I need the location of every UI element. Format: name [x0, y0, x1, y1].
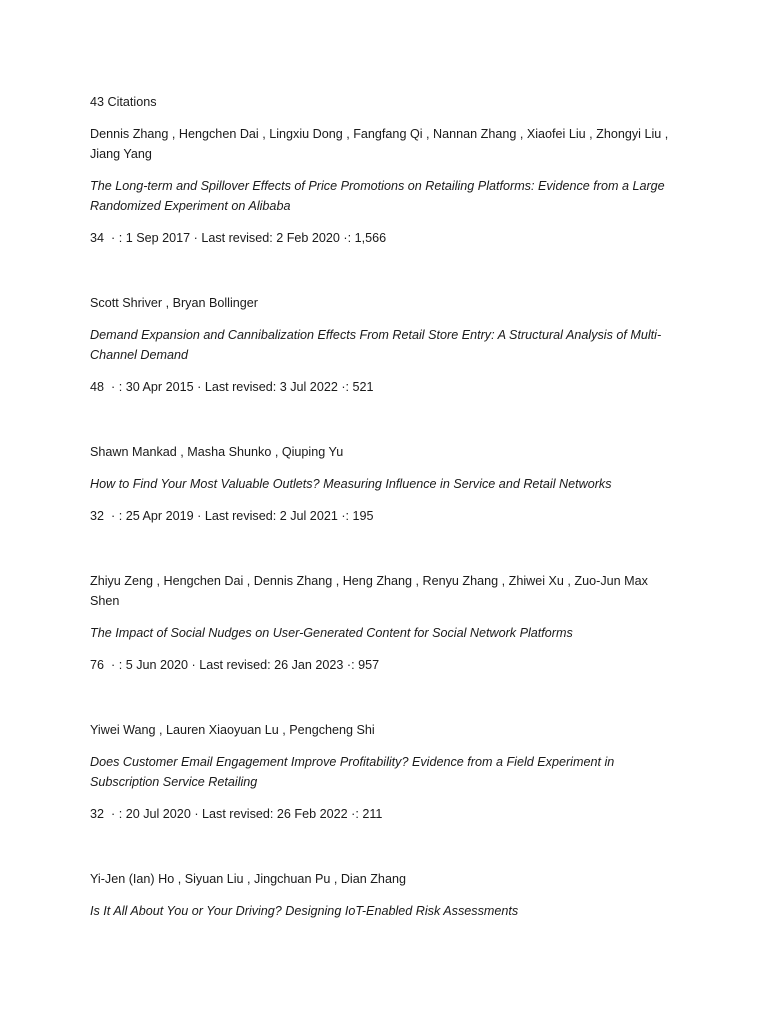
- paper-title-link[interactable]: The Long-term and Spillover Effects of Price Promotions on Retailing Platforms: Evidence from a Large Randomized Experiment on Alibaba: [90, 179, 665, 213]
- paper-title-link[interactable]: Demand Expansion and Cannibalization Effects From Retail Store Entry: A Structural Analysis of Multi-Channel Demand: [90, 328, 662, 362]
- paper-authors: Dennis Zhang , Hengchen Dai , Lingxiu Dong , Fangfang Qi , Nannan Zhang , Xiaofei Liu , Zhongyi Liu , Jiang Yang: [90, 127, 669, 161]
- paper-authors: Shawn Mankad , Masha Shunko , Qiuping Yu: [90, 445, 344, 459]
- paper-title-link[interactable]: How to Find Your Most Valuable Outlets? Measuring Influence in Service and Retail Networks: [90, 477, 612, 491]
- paper-title-link[interactable]: Does Customer Email Engagement Improve Profitability? Evidence from a Field Experiment in Subscription Service Retailing: [90, 755, 615, 789]
- paper-entry: [90, 442, 675, 526]
- paper-meta: 76 · : 5 Jun 2020 · Last revised: 26 Jan 2023 ·: 957: [90, 658, 380, 672]
- document-page: [90, 92, 675, 933]
- paper-authors: Zhiyu Zeng , Hengchen Dai , Dennis Zhang , Heng Zhang , Renyu Zhang , Zhiwei Xu , Zuo-Jun Max Shen: [90, 574, 648, 608]
- paper-meta: 48 · : 30 Apr 2015 · Last revised: 3 Jul 2022 ·: 521: [90, 380, 374, 394]
- paper-meta: 32 · : 20 Jul 2020 · Last revised: 26 Feb 2022 ·: 211: [90, 807, 383, 821]
- paper-entry: [90, 571, 675, 675]
- paper-entry: [90, 869, 675, 921]
- paper-title-link[interactable]: The Impact of Social Nudges on User-Generated Content for Social Network Platforms: [90, 626, 573, 640]
- paper-authors: Yi-Jen (Ian) Ho , Siyuan Liu , Jingchuan Pu , Dian Zhang: [90, 872, 406, 886]
- paper-title-link[interactable]: Is It All About You or Your Driving? Designing IoT-Enabled Risk Assessments: [90, 904, 519, 918]
- paper-entry: [90, 124, 675, 248]
- paper-meta: 32 · : 25 Apr 2019 · Last revised: 2 Jul 2021 ·: 195: [90, 509, 374, 523]
- citations-count: 43 Citations: [90, 95, 157, 109]
- paper-authors: Yiwei Wang , Lauren Xiaoyuan Lu , Pengcheng Shi: [90, 723, 375, 737]
- paper-entry: [90, 720, 675, 824]
- paper-meta: 34 · : 1 Sep 2017 · Last revised: 2 Feb 2020 ·: 1,566: [90, 231, 387, 245]
- paper-entry: [90, 293, 675, 397]
- paper-authors: Scott Shriver , Bryan Bollinger: [90, 296, 258, 310]
